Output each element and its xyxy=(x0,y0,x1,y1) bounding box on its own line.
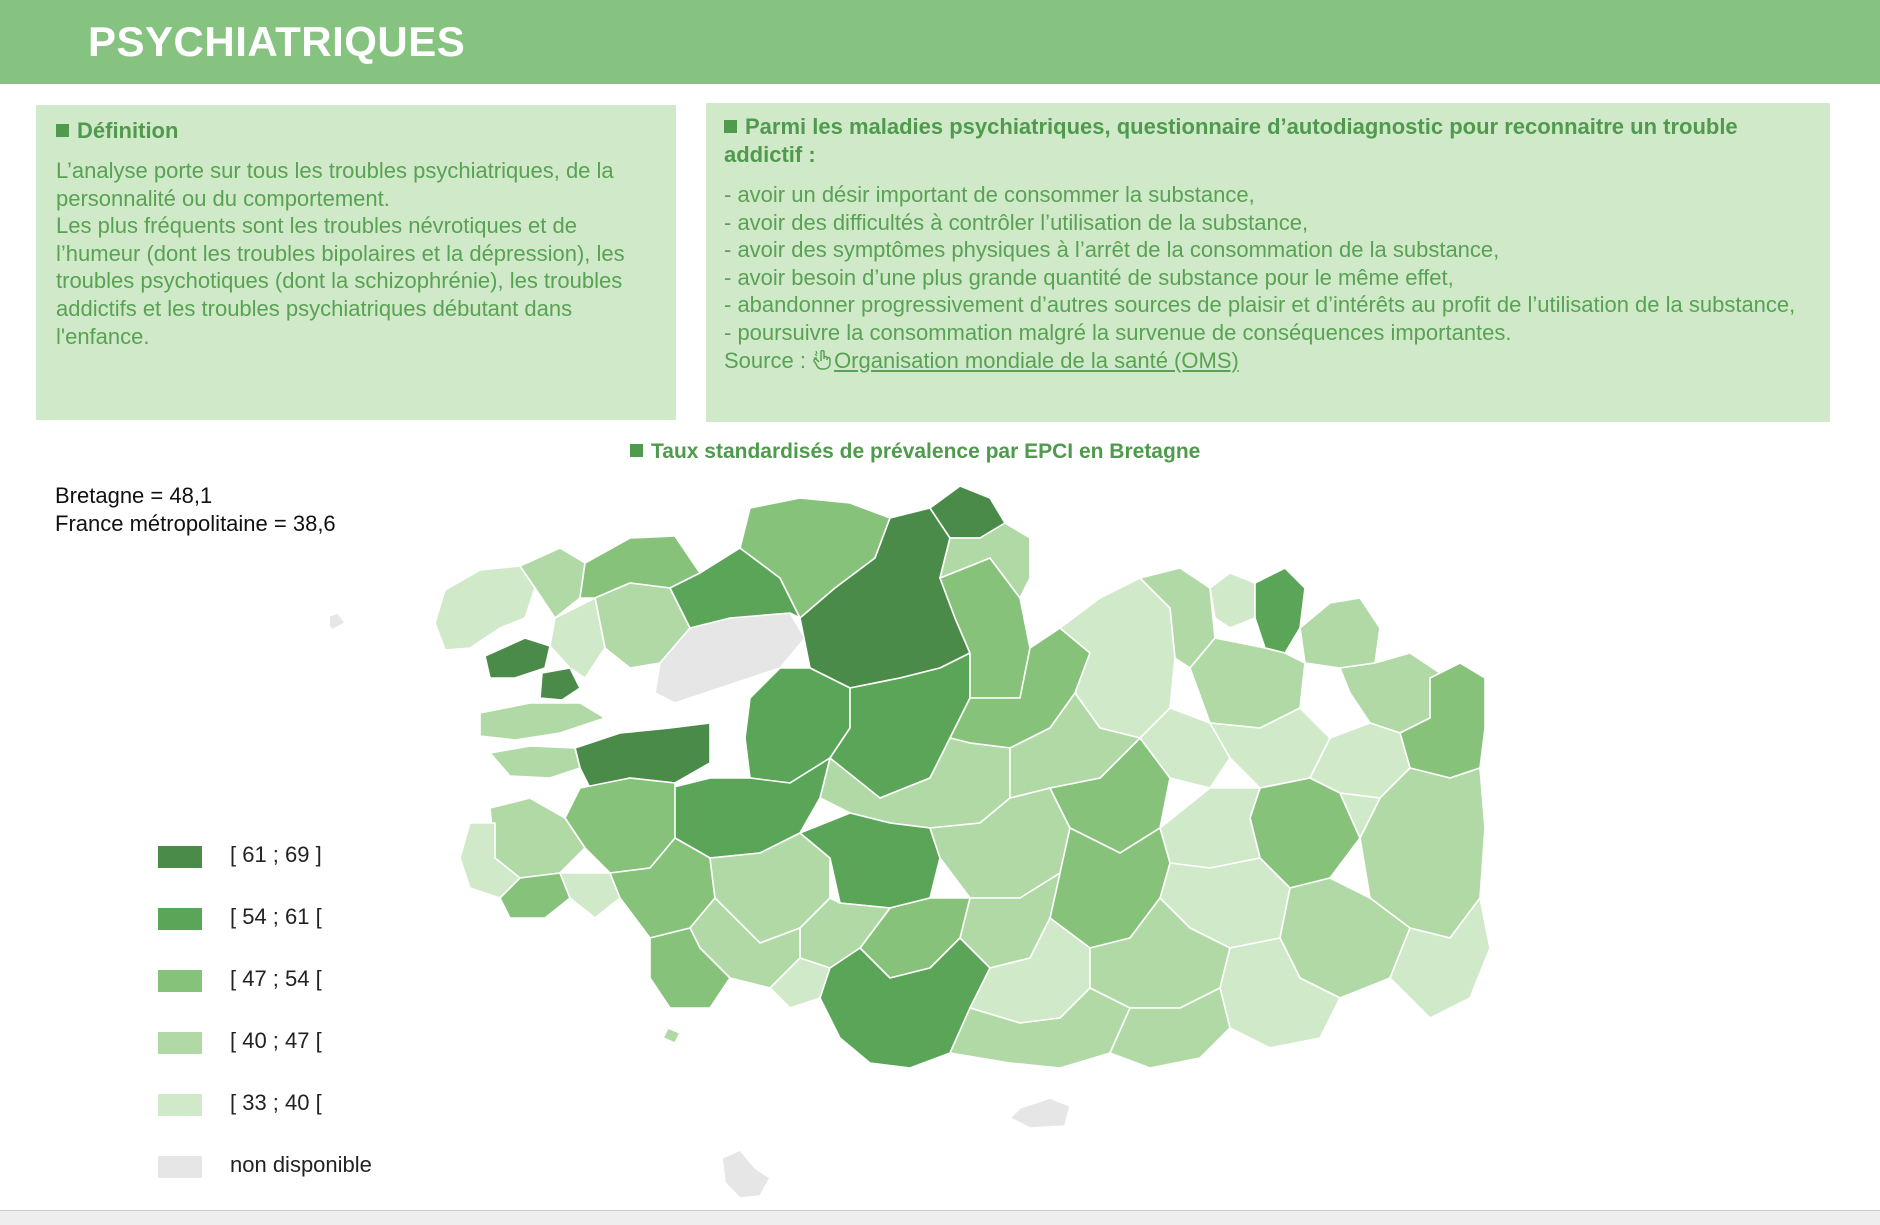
epci-region xyxy=(1160,788,1260,868)
map-title xyxy=(630,440,1200,464)
epci-region xyxy=(540,668,580,700)
questionnaire-item: - avoir des symptômes physiques à l’arrêt de la consommation de la substance, xyxy=(724,237,1500,263)
questionnaire-item: - abandonner progressivement d’autres sources de plaisir et d’intérêts au profit de l’utilisation de la substance, xyxy=(724,292,1796,318)
epci-region xyxy=(485,638,550,678)
questionnaire-item: - avoir un désir important de consommer la substance, xyxy=(724,182,1255,207)
epci-region xyxy=(560,873,620,918)
epci-region xyxy=(435,566,535,650)
page-header xyxy=(0,0,1880,84)
square-bullet-icon xyxy=(56,124,69,137)
legend-label: [ 33 ; 40 [ xyxy=(230,1090,322,1115)
legend-label: [ 40 ; 47 [ xyxy=(230,1028,322,1053)
epci-region xyxy=(480,703,605,740)
questionnaire-title xyxy=(724,113,1804,169)
epci-region xyxy=(1010,1098,1070,1128)
epci-region xyxy=(663,1028,680,1043)
questionnaire-title-text: Parmi les maladies psychiatriques, questionnaire d’autodiagnostic pour reconnaitre un trouble addictif : xyxy=(724,114,1738,167)
brittany-epci-map xyxy=(330,478,1570,1208)
page-bottom-bar xyxy=(0,1210,1880,1225)
definition-text xyxy=(56,157,666,350)
epci-region xyxy=(1210,573,1255,628)
legend-label: [ 61 ; 69 ] xyxy=(230,842,322,867)
legend-label: [ 54 ; 61 [ xyxy=(230,904,322,929)
epci-region xyxy=(1255,568,1305,653)
legend-swatch xyxy=(158,908,202,930)
legend-swatch xyxy=(158,1156,202,1178)
legend-label: non disponible xyxy=(230,1152,372,1177)
source-link-text: Organisation mondiale de la santé (OMS) xyxy=(834,347,1239,373)
epci-region xyxy=(330,613,345,630)
legend-swatch xyxy=(158,846,202,868)
legend-swatch xyxy=(158,970,202,992)
questionnaire-list xyxy=(724,181,1814,374)
square-bullet-icon xyxy=(630,444,643,457)
questionnaire-item: - poursuivre la consommation malgré la survenue de conséquences importantes. xyxy=(724,319,1512,345)
epci-region xyxy=(575,723,710,788)
epci-region xyxy=(722,1150,770,1198)
definition-title xyxy=(56,117,178,145)
definition-title-text: Définition xyxy=(77,118,179,143)
page-title: PSYCHIATRIQUES xyxy=(88,18,466,65)
epci-region xyxy=(490,746,580,778)
source-line xyxy=(724,347,1814,375)
reference-stats xyxy=(55,482,336,537)
legend-label: [ 47 ; 54 [ xyxy=(230,966,322,991)
source-link[interactable] xyxy=(812,348,1239,373)
questionnaire-item: - avoir besoin d’une plus grande quantité de substance pour le même effet, xyxy=(724,264,1454,290)
source-prefix: Source : xyxy=(724,347,806,373)
questionnaire-item: - avoir des difficultés à contrôler l’utilisation de la substance, xyxy=(724,209,1309,235)
legend-swatch xyxy=(158,1094,202,1116)
map-title-text: Taux standardisés de prévalence par EPCI en Bretagne xyxy=(651,440,1201,463)
questionnaire-panel xyxy=(706,103,1830,422)
definition-paragraph: L’analyse porte sur tous les troubles psychiatriques, de la personnalité ou du comportement. xyxy=(56,158,614,211)
hand-pointer-icon xyxy=(812,350,834,370)
definition-paragraph: Les plus fréquents sont les troubles névrotiques et de l’humeur (dont les troubles bipolaires et la dépression), les troubles psychotiques (dont la schizophrénie), les troubles addictifs et les troubles psychiatriques débutant dans l'enfance. xyxy=(56,213,625,349)
stat-bretagne: Bretagne = 48,1 xyxy=(55,483,213,508)
epci-region xyxy=(1300,598,1380,668)
legend-swatch xyxy=(158,1032,202,1054)
stat-france: France métropolitaine = 38,6 xyxy=(55,510,336,536)
definition-panel xyxy=(36,105,676,420)
square-bullet-icon xyxy=(724,120,737,133)
